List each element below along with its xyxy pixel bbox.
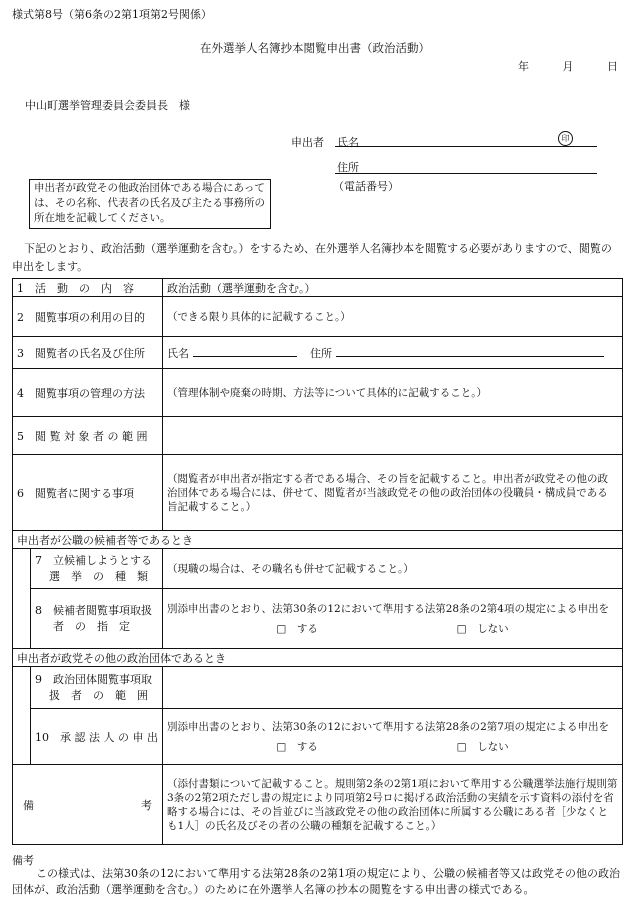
- row-election-label: 7 立候補しようとする 選 挙 の 種 類: [31, 549, 163, 589]
- date-year[interactable]: 年: [518, 60, 529, 73]
- row-management-value[interactable]: （管理体制や廃棄の時期、方法等について具体的に記載すること。）: [163, 369, 623, 417]
- row-corporation-value: 別添申出書のとおり、法第30条の12において準用する法第28条の2第7項の規定による申出を □ する □ しない: [163, 709, 623, 765]
- row-viewer-name-address: [13, 337, 623, 369]
- row-target-label: 5 閲 覧 対 象 者 の 範 囲: [13, 417, 163, 455]
- row-purpose: [13, 297, 623, 337]
- row-management: [13, 369, 623, 417]
- seal-mark: 印: [558, 131, 573, 146]
- row-election-type: [13, 549, 623, 589]
- row-corporation-request: [13, 709, 623, 765]
- row-party-range-label: 9 政治団体閲覧事項取 扱 者 の 範 囲: [31, 667, 163, 709]
- row-party-range-value[interactable]: [163, 667, 623, 709]
- row-viewer-value: [163, 337, 623, 369]
- corporation-checkbox-no[interactable]: □ しない: [456, 740, 509, 753]
- row-election-value[interactable]: （現職の場合は、その職名も併せて記載すること。）: [163, 549, 623, 589]
- row-viewer-label: 3 閲覧者の氏名及び住所: [13, 337, 163, 369]
- applicant-label: 申出者: [291, 136, 324, 149]
- row-activity-value: 政治活動（選挙運動を含む。）: [163, 279, 623, 297]
- row-viewer-info: [13, 455, 623, 531]
- viewer-address-field[interactable]: [336, 346, 604, 357]
- applicant-name-field[interactable]: [335, 146, 597, 147]
- date-day[interactable]: 日: [607, 60, 618, 73]
- footer-heading: 備考: [12, 854, 34, 867]
- row-handler-value: 別添申出書のとおり、法第30条の12において準用する法第28条の2第4項の規定による申出を □ する □ しない: [163, 589, 623, 649]
- intro-text: 下記のとおり、政治活動（選挙運動を含む。）をするため、在外選挙人名簿抄本を閲覧する必要がありますので、閲覧の申出をします。: [12, 242, 612, 273]
- row-handler-label: 8 候補者閲覧事項取扱 者 の 指 定: [31, 589, 163, 649]
- footer-text: この様式は、法第30条の12において準用する法第28条の2第1項の規定により、公職の候補者等又は政党その他の政治団体が、政治活動（選挙運動を含む。）のために在外選挙人名簿の抄本の閲覧をする申出書の様式である。: [12, 867, 620, 896]
- row-handler-designation: [13, 589, 623, 649]
- applicant-name-label: 氏名: [337, 136, 359, 149]
- row-remarks-label: 備 考: [13, 765, 163, 845]
- row-purpose-label: 2 閲覧事項の利用の目的: [13, 297, 163, 337]
- viewer-address-label: 住所: [310, 346, 332, 360]
- viewer-name-label: 氏名: [167, 346, 189, 360]
- row-target-range: [13, 417, 623, 455]
- row-corporation-label: 10 承 認 法 人 の 申 出: [31, 709, 163, 765]
- applicant-address-label: 住所: [337, 161, 359, 174]
- corporation-checkbox-yes[interactable]: □ する: [276, 740, 318, 753]
- applicant-note: 申出者が政党その他政治団体である場合にあっては、その名称、代表者の氏名及び主たる事務所の所在地を記載してください。: [29, 179, 271, 229]
- party-header: 申出者が政党その他の政治団体であるとき: [13, 649, 623, 667]
- row-viewer-info-value[interactable]: （閲覧者が申出者が指定する者である場合、その旨を記載すること。申出者が政党その他の政治団体である場合には、併せて、閲覧者が当該政党その他の政治団体の役職員・構成員である旨記載すること。）: [163, 455, 623, 531]
- party-header-row: [13, 649, 623, 667]
- form-number: 様式第8号（第6条の2第1項第2号関係）: [12, 8, 212, 21]
- viewer-name-field[interactable]: [193, 346, 297, 357]
- row-activity-label: 1 活 動 の 内 容: [13, 279, 163, 297]
- candidate-header: 申出者が公職の候補者等であるとき: [13, 531, 623, 549]
- row-remarks-value[interactable]: （添付書類について記載すること。規則第2条の2第1項において準用する公職選挙法施行規則第3条の2第2項ただし書の規定により同項第2号ロに掲げる政治活動の実績を示す資料の添付を省略する場合には、その旨並びに当該政党その他の政治団体に所属する公職にある者［少なくとも1人］の氏名及びその者の公職の種類を記載すること。）: [163, 765, 623, 845]
- form-title: 在外選挙人名簿抄本閲覧申出書（政治活動）: [200, 41, 430, 55]
- addressee: 中山町選挙管理委員会委員長 様: [25, 99, 190, 112]
- handler-checkbox-yes[interactable]: □ する: [276, 622, 318, 635]
- date-fields: [488, 58, 618, 74]
- candidate-header-row: [13, 531, 623, 549]
- application-table: [12, 278, 623, 845]
- handler-checkbox-no[interactable]: □ しない: [456, 622, 509, 635]
- date-month[interactable]: 月: [562, 60, 574, 73]
- row-activity: [13, 279, 623, 297]
- applicant-address-field[interactable]: [335, 173, 597, 174]
- row-viewer-info-label: 6 閲覧者に関する事項: [13, 455, 163, 531]
- row-management-label: 4 閲覧事項の管理の方法: [13, 369, 163, 417]
- row-party-handler-range: [13, 667, 623, 709]
- row-remarks: [13, 765, 623, 845]
- row-purpose-value[interactable]: （できる限り具体的に記載すること。）: [163, 297, 623, 337]
- row-target-value[interactable]: [163, 417, 623, 455]
- applicant-phone-label: （電話番号）: [333, 180, 399, 193]
